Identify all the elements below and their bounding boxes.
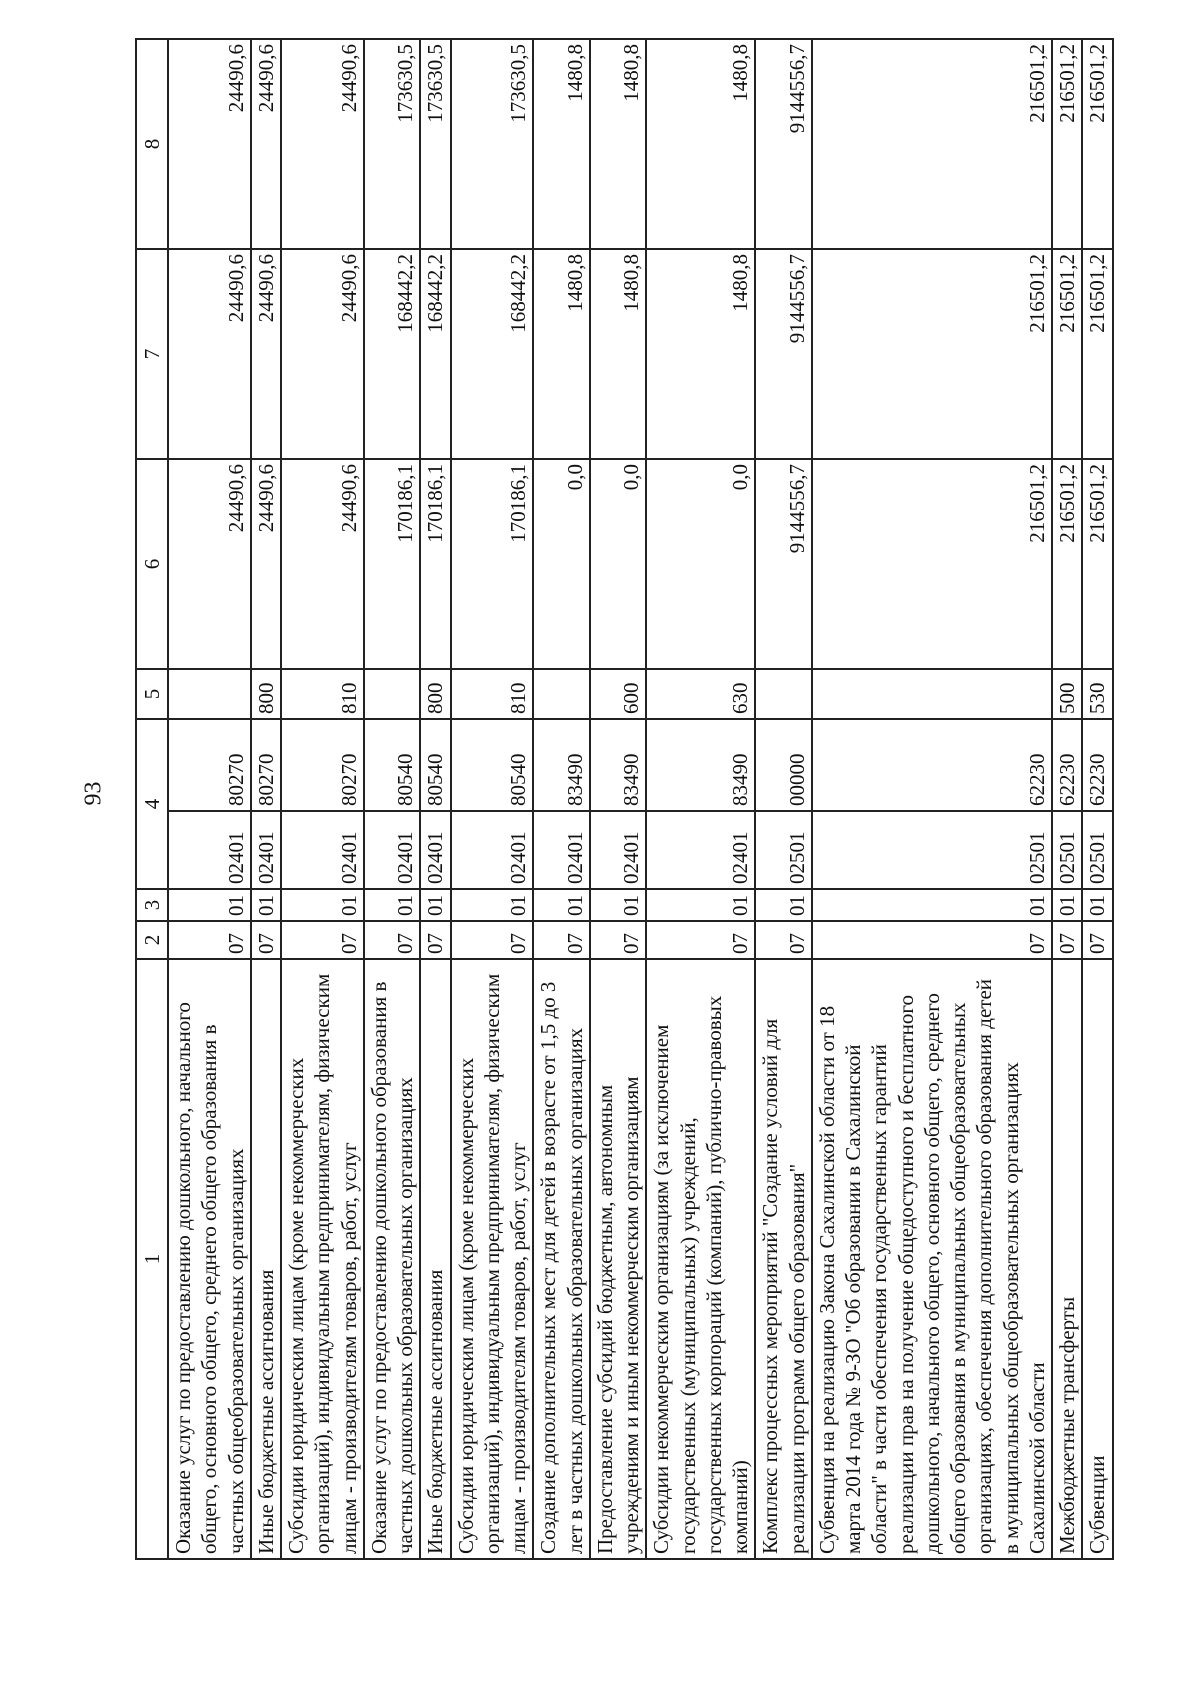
row-name: Комплекс процессных мероприятий "Создание условий для реализации программ общего образования" [755, 959, 812, 1559]
amount-year-3: 24490,6 [281, 39, 364, 249]
expense-type-code: 630 [646, 669, 755, 719]
amount-year-3: 216501,2 [1052, 39, 1082, 249]
expense-type-code [812, 669, 1052, 719]
subsection-code: 01 [251, 889, 281, 921]
amount-year-2: 1480,8 [646, 249, 755, 459]
amount-year-1: 24490,6 [251, 459, 281, 669]
subsection-code: 01 [646, 889, 755, 921]
target-code: 80270 [168, 719, 251, 811]
row-name: Субсидии юридическим лицам (кроме некоммерческих организаций), индивидуальным предпринимателям, физическим лицам - производителям товаров, работ, услуг [281, 959, 364, 1559]
column-header-6: 6 [136, 459, 168, 669]
target-code: 80540 [364, 719, 421, 811]
section-code: 07 [420, 921, 450, 959]
amount-year-1: 0,0 [533, 459, 590, 669]
target-code: 80540 [451, 719, 534, 811]
amount-year-1: 0,0 [590, 459, 647, 669]
amount-year-1: 0,0 [646, 459, 755, 669]
amount-year-3: 173630,5 [451, 39, 534, 249]
amount-year-1: 170186,1 [451, 459, 534, 669]
amount-year-2: 168442,2 [451, 249, 534, 459]
amount-year-2: 168442,2 [420, 249, 450, 459]
amount-year-3: 173630,5 [364, 39, 421, 249]
expense-type-code: 800 [251, 669, 281, 719]
section-code: 07 [533, 921, 590, 959]
table-row [533, 39, 590, 1559]
subsection-code: 01 [168, 889, 251, 921]
amount-year-1: 9144556,7 [755, 459, 812, 669]
table-row [1052, 39, 1082, 1559]
subsection-code: 01 [590, 889, 647, 921]
target-code: 00000 [755, 719, 812, 811]
expense-type-code: 810 [281, 669, 364, 719]
subsection-code: 01 [755, 889, 812, 921]
program-code: 02401 [533, 811, 590, 889]
expense-type-code [168, 669, 251, 719]
amount-year-3: 216501,2 [812, 39, 1052, 249]
amount-year-3: 1480,8 [590, 39, 647, 249]
program-code: 02401 [251, 811, 281, 889]
program-code: 02501 [1082, 811, 1112, 889]
target-code: 62230 [1052, 719, 1082, 811]
expense-type-code: 600 [590, 669, 647, 719]
target-code: 83490 [646, 719, 755, 811]
row-name: Субвенция на реализацию Закона Сахалинской области от 18 марта 2014 года № 9-ЗО "Об образовании в Сахалинской области" в части обеспечения государственных гарантий реализации прав на получение общедоступного и бесплатного дошкольного, начального общего, основного общего, среднего общего образования в муниципальных общеобразовательных организациях, обеспечения дополнительного образования детей в муниципальных общеобразовательных организациях Сахалинской области [812, 959, 1052, 1559]
budget-table [135, 38, 1114, 1560]
amount-year-2: 1480,8 [533, 249, 590, 459]
row-name: Создание дополнительных мест для детей в возрасте от 1,5 до 3 лет в частных дошкольных образовательных организациях [533, 959, 590, 1559]
column-header-7: 7 [136, 249, 168, 459]
column-header-1: 1 [136, 959, 168, 1559]
amount-year-1: 24490,6 [281, 459, 364, 669]
amount-year-1: 216501,2 [1082, 459, 1112, 669]
expense-type-code [364, 669, 421, 719]
target-code: 80270 [251, 719, 281, 811]
program-code: 02501 [1052, 811, 1082, 889]
amount-year-2: 1480,8 [590, 249, 647, 459]
program-code: 02401 [364, 811, 421, 889]
row-name: Предоставление субсидий бюджетным, автономным учреждениям и иным некоммерческим организациям [590, 959, 647, 1559]
amount-year-3: 173630,5 [420, 39, 450, 249]
amount-year-3: 1480,8 [646, 39, 755, 249]
amount-year-2: 216501,2 [812, 249, 1052, 459]
table-row [590, 39, 647, 1559]
row-name: Оказание услуг по предоставлению дошкольного образования в частных дошкольных образовательных организациях [364, 959, 421, 1559]
row-name: Оказание услуг по предоставлению дошкольного, начального общего, основного общего, среднего общего образования в частных общеобразовательных организациях [168, 959, 251, 1559]
table-row [646, 39, 755, 1559]
target-code: 80270 [281, 719, 364, 811]
expense-type-code: 810 [451, 669, 534, 719]
row-name: Иные бюджетные ассигнования [251, 959, 281, 1559]
section-code: 07 [1052, 921, 1082, 959]
row-name: Субсидии юридическим лицам (кроме некоммерческих организаций), индивидуальным предпринимателям, физическим лицам - производителям товаров, работ, услуг [451, 959, 534, 1559]
amount-year-3: 24490,6 [251, 39, 281, 249]
section-code: 07 [812, 921, 1052, 959]
program-code: 02501 [755, 811, 812, 889]
target-code: 80540 [420, 719, 450, 811]
subsection-code: 01 [533, 889, 590, 921]
subsection-code: 01 [1052, 889, 1082, 921]
target-code: 62230 [1082, 719, 1112, 811]
section-code: 07 [364, 921, 421, 959]
target-code: 62230 [812, 719, 1052, 811]
table-body [168, 39, 1113, 1559]
section-code: 07 [755, 921, 812, 959]
column-header-3: 3 [136, 889, 168, 921]
table-row [168, 39, 251, 1559]
program-code: 02401 [420, 811, 450, 889]
subsection-code: 01 [364, 889, 421, 921]
amount-year-3: 24490,6 [168, 39, 251, 249]
section-code: 07 [451, 921, 534, 959]
amount-year-2: 216501,2 [1082, 249, 1112, 459]
program-code: 02401 [646, 811, 755, 889]
amount-year-2: 24490,6 [168, 249, 251, 459]
row-name: Иные бюджетные ассигнования [420, 959, 450, 1559]
section-code: 07 [590, 921, 647, 959]
program-code: 02401 [590, 811, 647, 889]
subsection-code: 01 [420, 889, 450, 921]
expense-type-code: 800 [420, 669, 450, 719]
amount-year-2: 24490,6 [281, 249, 364, 459]
amount-year-1: 170186,1 [420, 459, 450, 669]
table-header-row [136, 39, 168, 1559]
table-row [451, 39, 534, 1559]
row-name: Межбюджетные трансферты [1052, 959, 1082, 1559]
table-row [364, 39, 421, 1559]
subsection-code: 01 [812, 889, 1052, 921]
program-code: 02401 [168, 811, 251, 889]
row-name: Субвенции [1082, 959, 1112, 1559]
program-code: 02401 [281, 811, 364, 889]
amount-year-1: 216501,2 [1052, 459, 1082, 669]
expense-type-code [533, 669, 590, 719]
amount-year-2: 24490,6 [251, 249, 281, 459]
expense-type-code [755, 669, 812, 719]
program-code: 02501 [812, 811, 1052, 889]
section-code: 07 [646, 921, 755, 959]
expense-type-code: 530 [1082, 669, 1112, 719]
expense-type-code: 500 [1052, 669, 1082, 719]
column-header-5: 5 [136, 669, 168, 719]
subsection-code: 01 [1082, 889, 1112, 921]
section-code: 07 [251, 921, 281, 959]
column-header-8: 8 [136, 39, 168, 249]
subsection-code: 01 [281, 889, 364, 921]
target-code: 83490 [590, 719, 647, 811]
table-row [281, 39, 364, 1559]
page-number: 93 [80, 781, 107, 806]
table-row [1082, 39, 1112, 1559]
program-code: 02401 [451, 811, 534, 889]
amount-year-2: 216501,2 [1052, 249, 1082, 459]
amount-year-1: 170186,1 [364, 459, 421, 669]
table-row [812, 39, 1052, 1559]
column-header-4: 4 [136, 719, 168, 889]
amount-year-3: 216501,2 [1082, 39, 1112, 249]
section-code: 07 [281, 921, 364, 959]
table-row [420, 39, 450, 1559]
table-row [755, 39, 812, 1559]
amount-year-3: 1480,8 [533, 39, 590, 249]
section-code: 07 [1082, 921, 1112, 959]
table-row [251, 39, 281, 1559]
amount-year-2: 9144556,7 [755, 249, 812, 459]
row-name: Субсидии некоммерческим организациям (за исключением государственных (муниципальных) учреждений, государственных корпораций (компаний), публично-правовых компаний) [646, 959, 755, 1559]
target-code: 83490 [533, 719, 590, 811]
column-header-2: 2 [136, 921, 168, 959]
amount-year-1: 24490,6 [168, 459, 251, 669]
subsection-code: 01 [451, 889, 534, 921]
section-code: 07 [168, 921, 251, 959]
amount-year-3: 9144556,7 [755, 39, 812, 249]
amount-year-2: 168442,2 [364, 249, 421, 459]
amount-year-1: 216501,2 [812, 459, 1052, 669]
